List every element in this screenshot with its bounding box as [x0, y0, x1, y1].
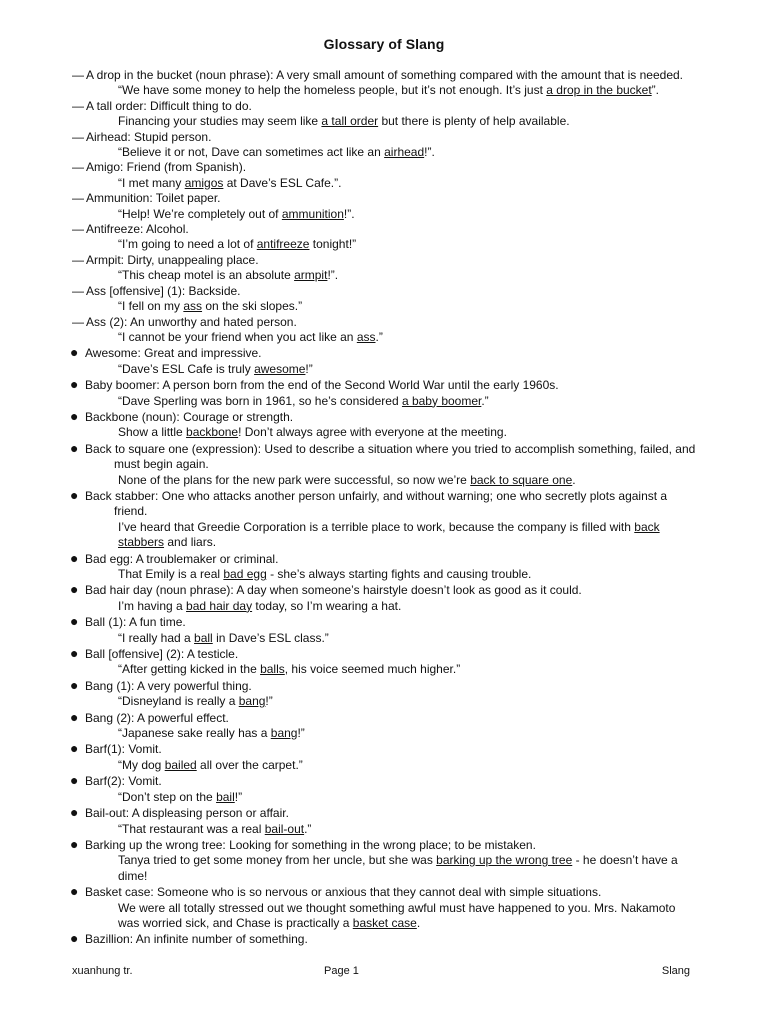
example-text: “After getting kicked in the	[118, 662, 261, 677]
footer-page-number: Page 1	[324, 965, 359, 977]
example-text: all over the carpet.”	[196, 757, 303, 772]
slang-term-highlight: amigos	[184, 175, 224, 190]
entry-example	[72, 758, 696, 773]
glossary-entry	[72, 741, 696, 773]
entry-example	[72, 853, 696, 884]
entry-term: ● Bad hair day (noun phrase): A day when someone’s hairstyle doesn’t look as good as it could.	[70, 581, 582, 598]
term-definition: Bad egg: A troublemaker or criminal.	[85, 551, 279, 566]
slang-term-highlight: bad egg	[223, 567, 267, 581]
entry-term: — A tall order: Difficult thing to do.	[72, 98, 252, 113]
example-text: but there is plenty of help available.	[378, 114, 570, 129]
example-text: and liars.	[164, 535, 217, 550]
example-text: “Dave Sperling was born in 1961, so he’s considered	[118, 393, 402, 408]
entry-term: — Amigo: Friend (from Spanish).	[72, 160, 247, 175]
glossary-entry	[72, 222, 696, 253]
entry-example	[72, 145, 696, 160]
slang-term-highlight: ball	[194, 630, 213, 645]
glossary-entry	[72, 805, 696, 837]
example-text: in Dave’s ESL class.”	[212, 630, 329, 645]
slang-term-highlight: bail	[216, 789, 235, 804]
example-text: “Disneyland is really a	[118, 694, 239, 709]
example-text: !”.	[424, 145, 435, 160]
entry-term: ● Barking up the wrong tree: Looking for something in the wrong place; to be mistaken.	[70, 835, 536, 852]
slang-term-highlight: ass	[183, 299, 203, 314]
entry-term: — Armpit: Dirty, unappealing place.	[72, 252, 259, 267]
term-definition: Ball (1): A fun time.	[85, 615, 186, 630]
example-text: “I fell on my	[118, 299, 184, 314]
slang-term-highlight: bad hair day	[186, 598, 253, 613]
example-text: “I met many	[118, 175, 185, 190]
entry-term: — A drop in the bucket (noun phrase): A very small amount of something compared with the amount that is needed.	[72, 68, 684, 82]
entry-example	[72, 901, 696, 932]
glossary-entry	[72, 409, 696, 441]
example-text: “Don’t step on the	[118, 789, 217, 804]
entry-example	[72, 268, 696, 283]
example-text: “That restaurant was a real	[118, 821, 265, 836]
term-definition: Ass (2): An unworthy and hated person.	[86, 314, 297, 329]
slang-term-highlight: bang	[238, 694, 266, 709]
entry-example	[72, 330, 696, 345]
term-definition: Bang (2): A powerful effect.	[85, 710, 229, 725]
entry-example	[72, 631, 696, 646]
entry-example	[72, 822, 696, 837]
example-text: “Japanese sake really has a	[118, 726, 271, 741]
example-text: “Dave’s ESL Cafe is truly	[118, 361, 255, 376]
glossary-entry	[72, 582, 696, 614]
slang-term-highlight: ammunition	[281, 206, 344, 221]
slang-term-highlight: airhead	[384, 145, 425, 160]
glossary-list	[72, 68, 696, 948]
entry-term: ● Back to square one (expression): Used to describe a situation where you tried to accomplish something, failed, and must begin again.	[70, 439, 696, 472]
example-text: .	[572, 472, 576, 487]
term-definition: Bail-out: A displeasing person or affair.	[85, 806, 289, 821]
example-text: - he doesn’t have a dime!	[118, 853, 678, 883]
term-definition: Antifreeze: Alcohol.	[86, 222, 189, 237]
entry-term: ● Bang (2): A powerful effect.	[70, 708, 229, 725]
entry-term: ● Back stabber: One who attacks another person unfairly, and without warning; one who secretly plots against a friend.	[70, 486, 668, 519]
example-text: ! Don’t always agree with everyone at the meeting.	[238, 425, 507, 440]
entry-example	[72, 425, 696, 440]
example-text: !”	[234, 789, 243, 804]
entry-example	[72, 790, 696, 805]
entry-example	[72, 473, 696, 488]
glossary-entry	[72, 345, 696, 377]
entry-term: ● Barf(2): Vomit.	[70, 772, 162, 789]
entry-example	[72, 394, 696, 409]
glossary-entry	[72, 68, 696, 99]
glossary-entry	[72, 130, 696, 161]
slang-term-highlight: bang	[270, 726, 298, 741]
slang-term-highlight: barking up the wrong tree	[436, 853, 573, 868]
example-text: None of the plans for the new park were successful, so now we’re	[118, 472, 471, 487]
glossary-entry	[72, 678, 696, 710]
entry-example	[72, 662, 696, 677]
glossary-entry	[72, 646, 696, 678]
example-text: .”	[304, 821, 312, 836]
example-text: “My dog	[118, 757, 165, 772]
example-text: “I’m going to need a lot of	[118, 237, 257, 252]
term-definition: Backbone (noun): Courage or strength.	[85, 409, 294, 424]
term-definition: Bad hair day (noun phrase): A day when someone’s hairstyle doesn’t look as good as it could.	[85, 583, 582, 598]
example-text: at Dave’s ESL Cafe.”.	[223, 175, 342, 190]
slang-term-highlight: ass	[356, 329, 376, 344]
entry-example	[72, 599, 696, 614]
term-definition: A drop in the bucket (noun phrase): A very small amount of something compared with the amount that is needed.	[86, 68, 684, 82]
slang-term-highlight: bail-out	[264, 821, 305, 836]
glossary-entry	[72, 884, 696, 931]
glossary-entry	[72, 441, 696, 488]
entry-example	[72, 726, 696, 741]
slang-term-highlight: a baby boomer	[401, 393, 482, 408]
term-definition: Ass [offensive] (1): Backside.	[86, 283, 241, 298]
page-footer	[72, 965, 690, 979]
example-text: ”.	[651, 83, 660, 98]
entry-example	[72, 567, 696, 582]
term-definition: Armpit: Dirty, unappealing place.	[86, 252, 259, 267]
footer-author: xuanhung tr.	[72, 965, 133, 977]
example-text: I’m having a	[118, 598, 187, 613]
example-text: “This cheap motel is an absolute	[118, 268, 295, 283]
glossary-entry	[72, 773, 696, 805]
entry-term: ● Ball [offensive] (2): A testicle.	[70, 645, 239, 662]
term-definition: Airhead: Stupid person.	[86, 129, 212, 144]
slang-term-highlight: a tall order	[321, 114, 379, 129]
example-text: .”	[375, 329, 383, 344]
example-text: I’ve heard that Greedie Corporation is a terrible place to work, because the company is filled with	[118, 519, 635, 534]
entry-example	[72, 299, 696, 314]
example-text: Financing your studies may seem like	[118, 114, 322, 129]
glossary-entry	[72, 710, 696, 742]
term-definition: Barf(1): Vomit.	[85, 742, 162, 757]
term-definition: Barking up the wrong tree: Looking for something in the wrong place; to be mistaken.	[85, 837, 536, 852]
entry-example	[72, 83, 696, 98]
glossary-entry	[72, 284, 696, 315]
entry-term: ● Baby boomer: A person born from the end of the Second World War until the early 1960s.	[70, 376, 559, 393]
term-definition: Bang (1): A very powerful thing.	[85, 678, 252, 693]
entry-example	[72, 362, 696, 377]
glossary-entry	[72, 551, 696, 583]
entry-example	[72, 207, 696, 222]
entry-term: ● Bail-out: A displeasing person or affair.	[70, 804, 289, 821]
glossary-entry	[72, 315, 696, 346]
example-text: “I really had a	[118, 630, 195, 645]
glossary-entry	[72, 160, 696, 191]
example-text: We were all totally stressed out we thought something awful must have happened to you. Mrs. Nakamoto was worried sick, and Chase is practically a	[118, 900, 676, 930]
example-text: .”	[481, 393, 489, 408]
term-definition: Ammunition: Toilet paper.	[86, 191, 221, 206]
glossary-entry	[72, 614, 696, 646]
example-text: “We have some money to help the homeless people, but it’s not enough. It’s just	[118, 83, 547, 98]
entry-term: — Ammunition: Toilet paper.	[72, 191, 221, 206]
slang-term-highlight: armpit	[294, 268, 328, 283]
slang-term-highlight: balls	[260, 662, 285, 677]
glossary-entry	[72, 99, 696, 130]
slang-term-highlight: backbone	[186, 425, 239, 440]
term-definition: Barf(2): Vomit.	[85, 774, 162, 789]
term-definition: Amigo: Friend (from Spanish).	[86, 160, 247, 175]
entry-example	[72, 520, 696, 551]
term-definition: Baby boomer: A person born from the end of the Second World War until the early 1960s.	[85, 378, 559, 393]
entry-example	[72, 176, 696, 191]
entry-term: ● Bad egg: A troublemaker or criminal.	[70, 549, 279, 566]
entry-term: — Antifreeze: Alcohol.	[72, 222, 189, 237]
example-text: today, so I’m wearing a hat.	[252, 598, 402, 613]
example-text: !”	[297, 726, 305, 741]
example-text: “Help! We’re completely out of	[118, 206, 282, 221]
term-definition: Back to square one (expression): Used to describe a situation where you tried to accomplish something, failed, and must begin again.	[85, 441, 696, 472]
example-text: !”.	[327, 268, 339, 283]
slang-term-highlight: back to square one	[470, 472, 573, 487]
entry-term: ● Barf(1): Vomit.	[70, 740, 162, 757]
term-definition: A tall order: Difficult thing to do.	[86, 98, 252, 113]
page-title: Glossary of Slang	[323, 36, 445, 52]
example-text: on the ski slopes.”	[202, 299, 303, 314]
slang-term-highlight: bailed	[164, 757, 197, 772]
slang-term-highlight: a drop in the bucket	[546, 83, 652, 98]
term-definition: Back stabber: One who attacks another person unfairly, and without warning; one who secretly plots against a friend.	[85, 488, 668, 519]
entry-example	[72, 694, 696, 709]
entry-term: ● Bang (1): A very powerful thing.	[70, 676, 252, 693]
example-text: !”	[305, 361, 313, 376]
entry-example	[72, 237, 696, 252]
slang-term-highlight: awesome	[254, 361, 306, 376]
example-text: tonight!”	[309, 237, 357, 252]
entry-term: ● Ball (1): A fun time.	[70, 613, 186, 630]
example-text: Tanya tried to get some money from her uncle, but she was	[118, 853, 437, 868]
slang-term-highlight: antifreeze	[256, 237, 310, 252]
glossary-entry	[72, 837, 696, 884]
example-text: !”	[265, 694, 273, 709]
example-text: “Believe it or not, Dave can sometimes act like an	[118, 145, 385, 160]
glossary-entry	[72, 488, 696, 551]
example-text: “I cannot be your friend when you act like an	[118, 329, 357, 344]
example-text: - she’s always starting fights and causing trouble.	[266, 567, 532, 581]
footer-section: Slang	[661, 965, 690, 977]
example-text: .	[416, 915, 421, 930]
entry-term: — Ass (2): An unworthy and hated person.	[72, 314, 297, 329]
glossary-entry	[72, 931, 696, 947]
entry-term: — Ass [offensive] (1): Backside.	[72, 283, 241, 298]
example-text: , his voice seemed much higher.”	[284, 662, 461, 677]
example-text: !”.	[343, 206, 355, 221]
glossary-entry	[72, 377, 696, 409]
example-text: Show a little	[118, 425, 187, 440]
entry-term: — Airhead: Stupid person.	[72, 129, 212, 144]
entry-example	[72, 114, 696, 129]
term-definition: Awesome: Great and impressive.	[85, 346, 262, 361]
slang-term-highlight: back stabbers	[118, 519, 660, 550]
entry-term: ● Bazillion: An infinite number of something.	[70, 930, 308, 947]
term-definition: Ball [offensive] (2): A testicle.	[85, 647, 239, 662]
entry-term: ● Awesome: Great and impressive.	[70, 344, 262, 361]
glossary-entry	[72, 253, 696, 284]
term-definition: Bazillion: An infinite number of something.	[85, 932, 308, 947]
entry-term: ● Basket case: Someone who is so nervous or anxious that they cannot deal with simple situations.	[70, 883, 602, 900]
glossary-entry	[72, 191, 696, 222]
example-text: That Emily is a real	[118, 567, 224, 581]
entry-term: ● Backbone (noun): Courage or strength.	[70, 407, 294, 424]
term-definition: Basket case: Someone who is so nervous or anxious that they cannot deal with simple situations.	[85, 885, 602, 900]
slang-term-highlight: basket case	[352, 915, 417, 930]
